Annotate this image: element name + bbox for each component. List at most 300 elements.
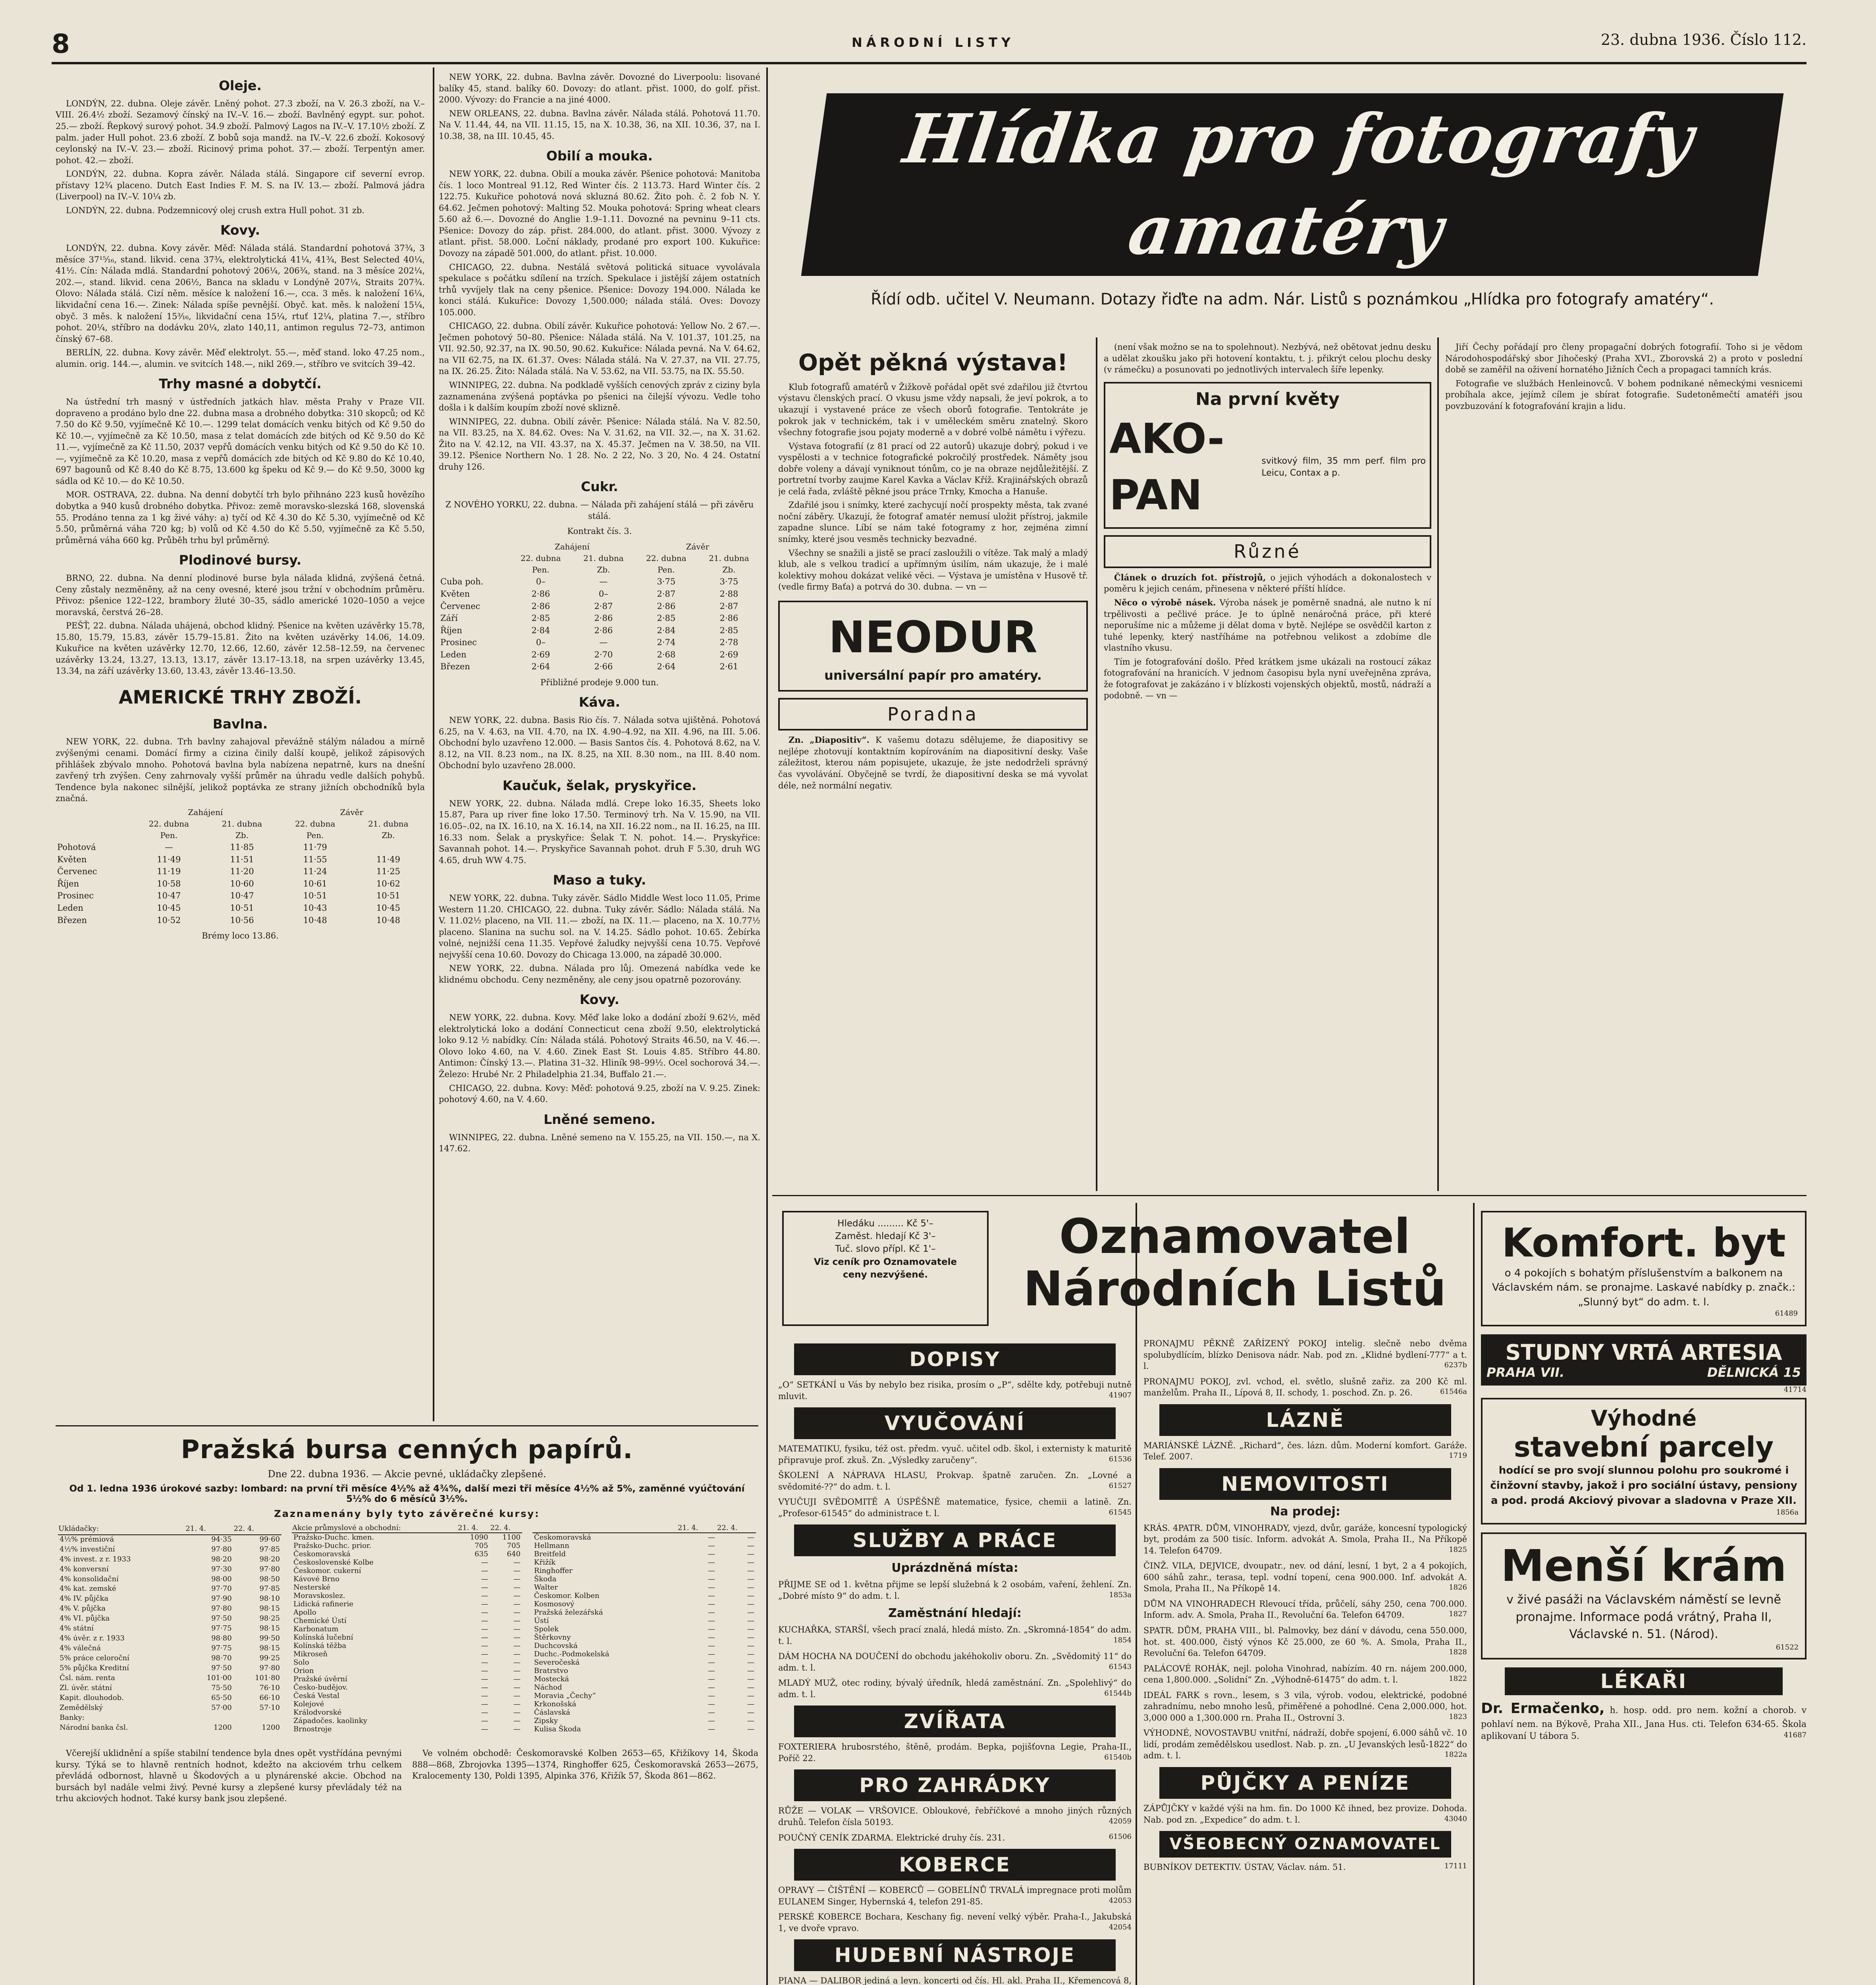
rate-value: 98·15 xyxy=(259,1644,280,1653)
rate-value: — xyxy=(513,1708,521,1717)
column-rule xyxy=(1096,337,1097,1191)
header-rule xyxy=(52,62,1807,64)
rate-value: 97·80 xyxy=(211,1604,232,1613)
table-header xyxy=(439,553,509,564)
page-number: 8 xyxy=(52,29,70,59)
ako-pan-line1: Na první květy xyxy=(1195,389,1340,409)
classified-ad: ŠKOLENÍ A NÁPRAVA HLASU, Prokvap. špatně zaručen. Zn. „Lovné a svědomité-??“ do adm. t. l. 61527 xyxy=(778,1470,1132,1492)
table-header: Zahájení xyxy=(188,807,223,817)
rate-value: 98·80 xyxy=(211,1634,232,1643)
security-name: 4% kat. zemské xyxy=(60,1584,116,1593)
security-name: Náchod xyxy=(534,1683,562,1692)
rate-row xyxy=(292,1658,522,1667)
classified-ad: KRÁS. 4PATR. DŮM, VINOHRADY, vjezd, dvůr, garáže, koncesní typologický byt, prodám za 500 tisíc. Inform. advokát A. Smola, Praha II., Na Příkopě 14. Telefon 64709. 1825 xyxy=(1143,1523,1467,1555)
classified-ad: DŮM NA VINOHRADECH Rlevoucí třída, průčelí, sáhy 250, cena 700.000. Inform. adv. A. Smola, Praha II., Revoluční 6a. Telefon 64709. 1827 xyxy=(1143,1599,1467,1620)
rate-value: 97·75 xyxy=(211,1624,232,1633)
news-paragraph xyxy=(1104,597,1431,654)
rate-value: — xyxy=(747,1717,754,1725)
rate-row xyxy=(58,1555,281,1565)
rate-value: — xyxy=(481,1683,488,1692)
classified-ad: ZÁPŮJČKY v každé výši na hm. fin. Do 1000 Kč ihned, bez provize. Dohoda. Nab. pod zn. „Expedice“ do adm. t. l. 43040 xyxy=(1143,1804,1467,1825)
cotton-table xyxy=(56,807,425,926)
table-header xyxy=(439,564,509,576)
table-row: Květen 11·49 11·51 11·55 11·49 xyxy=(57,854,400,864)
rate-row xyxy=(58,1684,281,1694)
news-paragraph: WINNIPEG, 22. dubna. Obilí závěr. Pšenice: Nálada stálá. Na V. 82.50, na VII. 83.25, na X. 84.62. Oves: Na V. 31.62, na VII. 32.—, na X. 31.62. Žito na V. 42.12, na VII. 43.37, na X. 45.37. Ječmen na V. 38.50, na VII. 39.12. Pšenice Northern No. 1 28. No. 2 22, No. 3 20, No. 4 24. Ostatní druhy 126. xyxy=(439,416,760,472)
security-name: Křižík xyxy=(534,1558,555,1567)
rate-value: — xyxy=(513,1642,521,1650)
masthead: NÁRODNÍ LISTY xyxy=(851,35,1015,50)
column-rule xyxy=(766,67,768,1985)
rate-value: 98·50 xyxy=(259,1575,280,1583)
classified-category: PŮJČKY A PENÍZE xyxy=(1159,1767,1451,1799)
security-name: Spolek xyxy=(534,1625,559,1633)
classified-category: HUDEBNÍ NÁSTROJE xyxy=(794,1939,1116,1971)
rate-row xyxy=(532,1600,756,1608)
photo-banner xyxy=(778,69,1807,308)
rate-row xyxy=(532,1683,756,1692)
kram-ad xyxy=(1481,1532,1807,1659)
security-name: Lidická rafinerie xyxy=(293,1600,353,1608)
rate-value: — xyxy=(481,1667,488,1675)
news-paragraph: Na ústřední trh masný v ústředních jatkách hlav. města Prahy v Praze VII. dopraveno a prodáno bylo dne 22. dubna masa a drobného dobytka: 310 skopců; od Kč 7.50 do Kč 9.50, vyjímečně Kč 10.—. 1299 telat domácích venku bitých od Kč 9.50 do Kč 10.—, vyjímečně za Kč 10.50, masa z telat domácích zde bitých od Kč 9.50 do Kč 11.—, vyjímečně za Kč 11.50, 2037 vepřů domácích venku bitých od Kč 9.50 do Kč 10.—, vyjímečně za Kč 10.20, masa z vepřů domácích zde bitých od Kč 9.80 do Kč 10.40, 697 bagounů od Kč 8.40 do Kč 8.75, 13.600 kg špeku od Kč 9.— do Kč 9.50, 3000 kg sádla od Kč 10.— do Kč 10.50. xyxy=(56,397,425,486)
rate-value: — xyxy=(481,1567,488,1575)
security-name: Pražské úvěrní xyxy=(293,1675,347,1683)
table-header: Zb. xyxy=(597,565,610,575)
rate-row xyxy=(532,1625,756,1633)
classified-category: VŠEOBECNÝ OZNAMOVATEL xyxy=(1159,1831,1451,1857)
rate-row xyxy=(532,1608,756,1617)
rate-value: 97·70 xyxy=(211,1584,232,1593)
kram-title: Menší krám xyxy=(1500,1540,1787,1592)
table-header xyxy=(439,541,509,553)
section-heading-kaucuk: Kaučuk, šelak, pryskyřice. xyxy=(502,777,697,793)
rate-value: — xyxy=(708,1550,715,1558)
news-paragraph: BERLÍN, 22. dubna. Kovy závěr. Měď elektrolyt. 55.—, měď stand. loko 47.25 nom., alumin. orig. 144.—, alumin. ve svitcích 148.—, nikl 269.—, stříbro ve svitcích 39–42. xyxy=(56,348,425,369)
table-row: Cuba poh. 0– — 3·75 3·75 xyxy=(440,577,738,587)
security-name: Mostecká xyxy=(534,1675,569,1683)
rate-row xyxy=(292,1592,522,1600)
rate-value: — xyxy=(747,1542,754,1550)
classified-ad: VÝHODNÉ, NOVOSTAVBU vnitřní, nádraží, dobře spojení, 6.000 sáhů vč. 10 lidí, prodám zemědělskou usedlost. Nab. p. zn. „U Jevanských lesů-1822“ do adm. t. l. 1822a xyxy=(1143,1728,1467,1761)
rate-value: 97·80 xyxy=(211,1545,232,1553)
paragraph-lead: Něco o výrobě násek. xyxy=(1114,597,1216,607)
rate-value: 98·00 xyxy=(211,1575,232,1583)
table-header: Zahájení xyxy=(554,542,590,551)
price-line: Hledáku ......... Kč 5'– xyxy=(837,1218,933,1229)
security-name: Banky: xyxy=(60,1713,85,1722)
classifieds-column-1 xyxy=(778,1338,1132,1985)
rate-row xyxy=(58,1654,281,1664)
neodur-ad xyxy=(778,601,1088,692)
rate-value: — xyxy=(747,1550,754,1558)
security-name: Kávové Brno xyxy=(293,1575,339,1583)
rate-row xyxy=(532,1700,756,1708)
rate-value: 101·00 xyxy=(206,1674,232,1682)
rate-value: 98·25 xyxy=(259,1614,280,1623)
rate-value: — xyxy=(747,1575,754,1583)
sugar-subtitle: Z NOVÉHO YORKU, 22. dubna. — Nálada při zahájení stálá — při závěru stálá. xyxy=(445,500,754,521)
rate-row xyxy=(292,1542,522,1550)
classified-category: VYUČOVÁNÍ xyxy=(794,1407,1116,1439)
rate-value: — xyxy=(481,1708,488,1717)
rate-value: 76·10 xyxy=(259,1684,280,1692)
classified-ad: SPATR. DŮM, PRAHA VIII., bl. Palmovky, bez dání v dávodu, cena 550.000, hot. st. 400.000, čistý výnos Kč 25.000, ze 60 %. A. Smola, Praha II., Revoluční 6a. Telefon 64709. 1828 xyxy=(1143,1626,1467,1658)
section-heading-trhy: Trhy masné a dobytčí. xyxy=(159,376,322,392)
security-name: Škoda xyxy=(534,1575,557,1583)
classified-subcategory: Uprázdněná místa: xyxy=(891,1561,1018,1575)
rate-value: — xyxy=(513,1675,521,1683)
security-name: Československé Kolbe xyxy=(293,1558,374,1567)
rate-value: — xyxy=(747,1558,754,1567)
rate-value: 98·70 xyxy=(211,1654,232,1663)
rate-row xyxy=(292,1600,522,1608)
rate-row xyxy=(292,1692,522,1700)
rate-value: — xyxy=(708,1717,715,1725)
rate-row xyxy=(292,1575,522,1583)
table-header: Pen. xyxy=(532,565,549,575)
komfort-title: Komfort. byt xyxy=(1502,1220,1786,1266)
classified-category: SLUŽBY A PRÁCE xyxy=(794,1524,1116,1556)
security-name: Českomoravská xyxy=(534,1533,591,1542)
security-name: Kolejové xyxy=(293,1700,324,1708)
classified-ad: PRONAJMU POKOJ, zvl. vchod, el. světlo, slušně zařiz. za 200 Kč ml. manželům. Praha II., Lípová 8, II. schody, 1. poschod. Zn. p. 26. 61546a xyxy=(1143,1376,1467,1398)
news-paragraph: CHICAGO, 22. dubna. Kovy: Měď: pohotová 9.25, zboží na V. 9.25. Zinek: pohotový 4.60, na V. 4.60. xyxy=(439,1083,760,1104)
table-header: 22. dubna xyxy=(148,819,189,829)
rate-value: — xyxy=(481,1700,488,1708)
table-header: Zb. xyxy=(722,565,736,575)
rate-value: — xyxy=(708,1608,715,1617)
news-paragraph: NEW ORLEANS, 22. dubna. Bavlna závěr. Nálada stálá. Pohotová 11.70. Na V. 11.44, 44, na VII. 11.15, 15, na X. 10.38, 36, na XII. 10.36, 37, na I. 10.38, 38, na III. 10.45, 45. xyxy=(439,108,760,141)
rate-value: 99·25 xyxy=(259,1654,280,1663)
rate-value: — xyxy=(481,1592,488,1600)
rate-value xyxy=(233,1713,281,1723)
rate-value: — xyxy=(481,1625,488,1633)
rate-value: — xyxy=(513,1617,521,1625)
paragraph-body: Výroba násek je poměrně snadná, ale nutno k ní trpělivosti a pečlivé práce. Je to úplně nenáročná práce, při které neporušíme nic a můžeme ji dělat doma v bytě. Nejlépe se osvědčil karton z tuhé lepenky, který nastříháme na potřebnou velikost a zdobíme dle vlastního vkusu. xyxy=(1104,597,1431,653)
rate-row xyxy=(292,1700,522,1708)
security-name: Kosmosový xyxy=(534,1600,575,1608)
rate-value: — xyxy=(747,1725,754,1733)
news-paragraph: NEW YORK, 22. dubna. Kovy. Měď lake loko a dodání zboží 9.62½, měď elektrolytická loko a dodání Connecticut cena zboží 9.50, elektrolytická loko 9.12 ½ nabídky. Cín: Nálada stálá. Pohotový Straits 46.50, na V. 46.—. Olovo loko 4.60, na V. 4.60. Zinek East St. Louis 4.85. Stříbro 44.80. Antimon: Čínský 13.—. Platina 31–32. Hliník 98–99½. Ocel sochorová 34.—. Železo: Hrubé Nr. 2 Philadelphia 21.34, Buffalo 21.—. xyxy=(439,1013,760,1079)
rate-row xyxy=(532,1583,756,1592)
classified-category: DOPISY xyxy=(794,1343,1116,1375)
security-name: 4% IV. půjčka xyxy=(60,1594,109,1603)
sugar-contract: Kontrakt čís. 3. xyxy=(567,526,632,536)
rate-row xyxy=(58,1644,281,1654)
rate-value: 99·50 xyxy=(259,1634,280,1643)
news-paragraph xyxy=(1104,572,1431,595)
rate-row xyxy=(292,1567,522,1575)
rate-value: — xyxy=(747,1583,754,1592)
neodur-title: NEODUR xyxy=(828,611,1038,663)
news-paragraph: WINNIPEG, 22. dubna. Na podkladě vyšších cenových zpráv z ciziny byla zaznamenána zvýšená poptávka po pšenici na čilejší vývozu. Vedle toho došla i k dalším koupím zboží nové sklizně. xyxy=(439,380,760,413)
section-heading-americke: AMERICKÉ TRHY ZBOŽÍ. xyxy=(118,686,362,708)
classified-ad: DÁM HOCHA NA DOUČENÍ do obchodu jakéhokoliv oboru. Zn. „Svědomitý 11“ do adm. t. l. 61543 xyxy=(778,1652,1132,1673)
rate-value: 99·60 xyxy=(259,1535,280,1544)
rate-value: 98·10 xyxy=(259,1594,280,1603)
rate-value: — xyxy=(513,1600,521,1608)
table-header: 21. dubna xyxy=(368,819,409,829)
table-row: Říjen 10·58 10·60 10·61 10·62 xyxy=(57,879,400,888)
classified-ad: FOXTERIERA hrubosrstého, štěně, prodám. Bepka, pojišťovna Legie, Praha-II., Poříč 22. 61540b xyxy=(778,1742,1132,1763)
section-heading-oleje: Oleje. xyxy=(219,78,262,93)
rate-value: — xyxy=(708,1642,715,1650)
column-rule xyxy=(1136,1203,1137,1985)
security-name: Čáslavská xyxy=(534,1708,571,1717)
rate-row xyxy=(532,1642,756,1650)
rate-value: — xyxy=(513,1692,521,1700)
rate-value: 705 xyxy=(474,1542,488,1550)
security-name: Králodvorské xyxy=(293,1708,342,1717)
rate-value: 635 xyxy=(474,1550,488,1558)
news-paragraph: Výstava fotografií (z 81 prací od 22 autorů) ukazuje dobrý, pokud i ve vyspělosti a v technice fotografické pokročilý prostředek. Náměty jsou dobře voleny a dávají vyniknout tónům, co je na obraze nejdůležitější. Z portretní tvorby zaujme Karel Kavka a Václav Kříž. Krajinářských obrazů je celá řada, zvláště pěkné jsou práce Trnky, Kmocha a Hanuše. xyxy=(778,441,1088,496)
security-name: Nesterské xyxy=(293,1583,330,1592)
news-paragraph: NEW YORK, 22. dubna. Tuky závěr. Sádlo Middle West loco 11.05, Prime Western 11.20. CHICAGO, 22. dubna. Tuky závěr. Sádlo: Nálada stálá. Na V. 11.02½ placeno, na VII. 11.— zboží, na IX. 11.— placeno, na X. 10.77½ placeno. Slanina na suchu sol. na V. 14.25. Sádlo pohot. 10.65. Žebírka volné, nejnižší cena 11.35. Vepřové žaludky nejvyšší cena 10.75. Vepřové nejvyšší cena 10.60. Dovozy do Chicaga 13.000, na západě 30.000. xyxy=(439,893,760,960)
reader-answer: K vašemu dotazu sdělujeme, že diapositivy se nejlépe zhotovují kontaktním kopírováním na diapositivní desky. Vaše záležitost, kterou nám popisujete, ukazuje, že jste nedodrželi správný čas vyvolávání. Obyčejně se tvrdí, že diapositivní deska se má vyvolat déle, než normální negativ. xyxy=(778,735,1088,790)
news-paragraph: NEW YORK, 22. dubna. Bavlna závěr. Dovozné do Liverpoolu: lisované balíky 45, stand. balíky 60. Dovozy: do atlant. přist. 1000, do golf. přist. 2000. Vývozy: do Francie a na jiné 4000. xyxy=(439,72,760,105)
rate-value: 65·50 xyxy=(211,1693,232,1702)
rate-value: — xyxy=(481,1617,488,1625)
security-name: Česko-budějov. xyxy=(293,1683,348,1692)
rate-row xyxy=(532,1717,756,1725)
stock-exchange-title: Pražská bursa cenných papírů. xyxy=(181,1435,633,1465)
studny-line1: STUDNY VRTÁ ARTESIA xyxy=(1505,1340,1782,1365)
display-ads-column xyxy=(1481,1211,1807,1985)
rate-value: 98·20 xyxy=(211,1555,232,1563)
table-row: Říjen 2·84 2·86 2·84 2·85 xyxy=(440,625,738,635)
rate-value: — xyxy=(708,1658,715,1667)
security-name: Zl. úvěr. státní xyxy=(60,1684,112,1692)
security-name: Krkonošská xyxy=(534,1700,576,1708)
table-row: Prosinec 0– — 2·74 2·78 xyxy=(440,638,738,648)
rate-value: 57·00 xyxy=(211,1703,232,1712)
rate-value: — xyxy=(481,1575,488,1583)
price-line: Viz ceník pro Oznamovatele xyxy=(814,1257,957,1267)
rate-row xyxy=(58,1594,281,1604)
komfort-ad xyxy=(1481,1211,1807,1326)
security-name: Moravskoslez. xyxy=(293,1592,345,1600)
news-paragraph: LONDÝN, 22. dubna. Oleje závěr. Lněný pohot. 27.3 zboží, na V. 26.3 zboží, na V.–VIII. 26.4½ zboží. Sezamový čínský na IV.–V. 16.— zboží. Bavlněný egypt. sur. pohot. 25.— zboží. Řepkový surový pohot. 34.9 zboží. Palmový Lagos na IV.–V. 17.10½ zboží. Z palm. jader Hull pohot. 23.6 zboží. Z bobů soja mandž. na IV.–V. 22.6 zboží. Kokosový ceylonský na IV.–V. 23.— zboží. Ricinový prima pohot. 37.— zboží. Terpentýn amer. pohot. 42.— zboží. xyxy=(56,98,425,165)
rate-row xyxy=(532,1533,756,1542)
rate-value: — xyxy=(481,1608,488,1617)
security-name: Ústí xyxy=(534,1617,549,1625)
issue-date: 23. dubna 1936. Číslo 112. xyxy=(1600,31,1807,48)
security-name: 4% V. půjčka xyxy=(60,1604,106,1613)
rate-row xyxy=(58,1664,281,1674)
rate-row xyxy=(532,1558,756,1567)
stock-exchange-section xyxy=(56,1425,758,1985)
news-paragraph: Tím je fotografování došlo. Před krátkem jsme ukázali na rostoucí zákaz fotografování na hranicích. V jednom časopisu byla nyní uveřejněna zpráva, že fotografovat je zakázáno i v blízkosti vojenských objektů, mostů, nádraží a podobně. — vn — xyxy=(1104,657,1431,701)
rate-row xyxy=(292,1683,522,1692)
classified-ad: Dr. Ermačenko, h. hosp. odd. pro nem. kožní a chorob. v pohlaví nem. na Býkově, Praha XII., Jana Hus. cti. Telefon 634-65. Škola aplikovaní U tábora 5. 41687 xyxy=(1481,1700,1807,1741)
classified-category: NEMOVITOSTI xyxy=(1159,1468,1451,1500)
rate-row xyxy=(532,1592,756,1600)
rate-row xyxy=(532,1633,756,1642)
poradna-heading: Poradna xyxy=(778,698,1088,731)
security-name: Mikroseň xyxy=(293,1650,328,1658)
security-name: Solo xyxy=(293,1658,309,1667)
classified-masthead: Oznamovatel Národních Listů xyxy=(1023,1209,1446,1317)
news-paragraph xyxy=(778,734,1088,791)
rate-value xyxy=(185,1713,233,1723)
rate-value: 1100 xyxy=(502,1533,521,1542)
rate-row xyxy=(532,1575,756,1583)
stock-exchange-subtitle: Dne 22. dubna 1936. — Akcie pevné, ukládačky zlepšené. xyxy=(268,1469,546,1480)
rate-value: — xyxy=(747,1650,754,1658)
table-header: 21. dubna xyxy=(583,553,624,563)
rate-row xyxy=(292,1650,522,1658)
rate-value: — xyxy=(747,1642,754,1650)
news-paragraph: BRNO, 22. dubna. Na denní plodinové burse byla nálada klidná, zvýšená četná. Ceny zůstaly nezměněny, až na ceny ovesné, které jsou tržní v obchodním průměru. Přivoz: pšenice 122–122, brambory žluté 30–35, sádlo americké 1020–1050 a vejce moravská, čerstvá 26–28. xyxy=(56,573,425,617)
security-name: Moravia „Čechy“ xyxy=(534,1692,596,1700)
table-header: 22. dubna xyxy=(646,553,686,563)
rate-row xyxy=(292,1558,522,1567)
table-header: Závěr xyxy=(340,807,364,817)
rate-value: 97·85 xyxy=(259,1584,280,1593)
rate-value: — xyxy=(481,1717,488,1725)
security-name: 5% práce celoroční xyxy=(60,1654,129,1663)
rate-row xyxy=(532,1542,756,1550)
classified-subcategory: Na prodej: xyxy=(1270,1504,1340,1519)
security-name: Ringhoffer xyxy=(534,1567,573,1575)
security-name: Čsl. nám. renta xyxy=(60,1674,115,1682)
news-paragraph: Ve volném obchodě: Českomoravské Kolben 2653—65, Křižíkovy 14, Škoda 888—868, Zbrojovka 1395—1374, Ringhoffer 625, Českomoravská 2653—2675, Kralocementy 130, Poldi 1395, Alpinka 376, Křižík 57, Škoda 861—862. xyxy=(412,1748,758,1781)
classified-ad: PŘIJME SE od 1. května přijme se lepší služebná k 2 osobám, vaření, žehlení. Zn. „Dobré místo 9“ do adm. t. l. 1853a xyxy=(778,1580,1132,1601)
photo-banner-subtitle: Řídí odb. učitel V. Neumann. Dotazy řiďte na adm. Nár. Listů s poznámkou „Hlídka pro fotografy amatéry“. xyxy=(871,290,1714,308)
table-header: Zb. xyxy=(382,831,395,840)
security-name: 4% konsolidační xyxy=(60,1575,119,1583)
news-paragraph: Fotografie ve službách Henleinovců. V bohem podnikané německými vesnicemi probíhala akce, jejímž cílem je sbírat fotografie. Sudetoněmečtí amatéři jsou povzbuzování k fotografování krajin a lidu. xyxy=(1445,378,1803,411)
rate-value: — xyxy=(708,1667,715,1675)
news-paragraph: Jiří Čechy pořádají pro členy propagační dobrých fotografií. Toho si je vědom Národohospodářský sbor Jihočeský (Praha XVI., Zborovská 2) a proto v poslední době se zaměřil na oživení hornatého Jižních Čech a propagaci tamních krás. xyxy=(1445,342,1803,375)
rate-value: — xyxy=(513,1625,521,1633)
table-header: Pen. xyxy=(160,831,178,840)
rate-value: — xyxy=(708,1725,715,1733)
classified-category: ZVÍŘATA xyxy=(794,1706,1116,1737)
table-row: Září 2·85 2·86 2·85 2·86 xyxy=(440,613,738,623)
section-heading-kovy: Kovy. xyxy=(220,222,260,238)
parcely-title2: stavební parcely xyxy=(1514,1431,1774,1464)
rate-value: — xyxy=(481,1642,488,1650)
rate-row xyxy=(292,1633,522,1642)
security-name: 4½% investiční xyxy=(60,1545,115,1553)
security-name: Hellmann xyxy=(534,1542,569,1550)
rate-row xyxy=(532,1550,756,1558)
news-paragraph: NEW YORK, 22. dubna. Nálada mdlá. Crepe loko 16.35, Sheets loko 15.87, Para up river fine loko 17.50. Terminový trh. Na V. 15.90, na VII. 16.05–.02, na IX. 16.10, na X. 16.14, na XII. 16.22 nom., na II. 16.25, na III. 16.33 nom. Šelak a pryskyřice: Šelak T. N. pohot. 14.—. Pryskyřice: Savannah pohot. 14.—. Pryskyřice Savannah pohot. druh F 5.30, druh WG 4.65, druh WW 4.75. xyxy=(439,798,760,865)
section-heading-kava: Káva. xyxy=(578,694,621,710)
price-line: ceny nezvýšené. xyxy=(843,1269,928,1280)
table-row: Prosinec 10·47 10·47 10·51 10·51 xyxy=(57,891,400,901)
rate-value: — xyxy=(747,1658,754,1667)
rate-row xyxy=(292,1642,522,1650)
rate-value: 57·10 xyxy=(259,1703,280,1712)
stock-exchange-commentary xyxy=(56,1748,758,1807)
rate-row xyxy=(292,1667,522,1675)
rate-value: — xyxy=(481,1558,488,1567)
rate-value: — xyxy=(708,1625,715,1633)
classified-category: LÉKAŘI xyxy=(1505,1667,1783,1695)
classified-ad: IDEÁL FARK s rovn., lesem, s 3 vila, výrob. vodou, elektrické, podobné zahradnímu, nebo mnoho lesů, přiměřené a pohodlné. Cena 2,000.000, hot. 3,000 000 a 1,300.000 rn. Praha II., Ostrovní 3. 1823 xyxy=(1143,1690,1467,1723)
rate-row xyxy=(58,1694,281,1704)
ad-number: 1856a xyxy=(1776,1508,1799,1517)
rates-tables xyxy=(56,1523,758,1733)
table-row: Březen 2·64 2·66 2·64 2·61 xyxy=(440,662,738,672)
rate-row xyxy=(58,1624,281,1634)
rate-value: — xyxy=(708,1583,715,1592)
parcely-title1: Výhodné xyxy=(1591,1406,1697,1431)
closing-rates-band: Zaznamenány byly tyto závěrečné kursy: xyxy=(274,1508,540,1519)
news-paragraph: LONDÝN, 22. dubna. Kopra závěr. Nálada stálá. Singapore cif severní evrop. přístavy 12¾ placeno. Dutch East Indies F. M. S. na IV. 13.— zboží. Palmová jádra (Liverpool) na IV.–V. 10¼ zb. xyxy=(56,169,425,202)
rate-value: 66·10 xyxy=(259,1693,280,1702)
table-header xyxy=(56,818,132,830)
rate-row xyxy=(532,1675,756,1683)
rate-value: — xyxy=(481,1650,488,1658)
security-name: Breitfeld xyxy=(534,1550,566,1558)
rate-row xyxy=(58,1614,281,1624)
classified-ad: VYUČUJI SVĚDOMITĚ A ÚSPĚŠNĚ matematice, fysice, chemii a latině. Zn. „Profesor-61545“ do administrace t. l. 61545 xyxy=(778,1497,1132,1518)
rate-value: 97·80 xyxy=(259,1664,280,1673)
rate-value: — xyxy=(481,1725,488,1733)
rate-value: — xyxy=(708,1558,715,1567)
ruzne-heading: Různé xyxy=(1104,535,1431,568)
rate-value: 1200 xyxy=(213,1723,232,1732)
rate-value: 98·15 xyxy=(259,1604,280,1613)
section-rule xyxy=(56,1425,758,1426)
rate-value: — xyxy=(481,1658,488,1667)
rate-value: — xyxy=(513,1700,521,1708)
security-name: Českomor. cukerní xyxy=(293,1567,361,1575)
rate-value: — xyxy=(481,1583,488,1592)
rate-value: — xyxy=(708,1575,715,1583)
classified-ad: PERSKÉ KOBERCE Bochara, Keschany fig. nevení velký výběr. Praha-I., Jakubská 1, ve dvoře vpravo. 42054 xyxy=(778,1912,1132,1933)
classified-ad: „O“ SETKÁNÍ u Vás by nebylo bez risika, prosím o „P“, sdělte kdy, potřebuji nutně mluvit. 41907 xyxy=(778,1380,1132,1401)
table-header: 22. dubna xyxy=(295,819,335,829)
rate-value: — xyxy=(747,1625,754,1633)
news-paragraph: NEW YORK, 22. dubna. Trh bavlny zahajoval převážně stálým náladou a mírně zvýšenými cenami. Domácí firmy a cizina činily další koupě, jelikož zápisových přihlášek zbývalo mnoho. Pohotová bavlna byla nabízena nepatrně, kurs na dnešní zavřený trh zvýšen. Ceny zahrnovaly vyšší průměr na úhradu vedle dalších pohybů. Tendence byla nakonec silnější, jelikož poptávka ze strany jižních obchodníků byla značná. xyxy=(56,737,425,804)
security-name: Bratrstvo xyxy=(534,1667,568,1675)
news-paragraph: PEŠŤ, 22. dubna. Nálada uhájená, obchod klidný. Pšenice na květen uzávěrky 15.78, 15.80, 15.79, 15.83, závěr 15.79–15.81. Žito na květen uzávěrky 14.06, 14.09. Kukuřice na květen uzávěrky 12.70, 12.66, 12.60, závěr 12.58–12.59, na červenec uzávěrky 13.24, 13.27, 13.13, 13.17, závěr 13.17–13.18, na srpen uzávěrky 13.45, 13.34, na září uzávěrky 13.60, 13.43, závěr 13.46–13.50. xyxy=(56,621,425,676)
rate-row xyxy=(292,1708,522,1717)
section-heading-bavlna: Bavlna. xyxy=(212,716,268,732)
rate-row xyxy=(58,1545,281,1555)
news-paragraph: Včerejší uklidnění a spíše stabilní tendence byla dnes opět vystřídána pevnými kursy. Týká se to hlavně rentních hodnot, kdežto na akciovém trhu celkem převládá odbornost, hlavně u Škodových a u plynárenské akcie. Obchod na bursách byl nadále velmi živý. Pevné kursy a zlepšené kursy převládaly též na trhu akciových hodnot. Také kursy bank jsou zlepšené. xyxy=(56,1748,402,1804)
rate-row xyxy=(58,1535,281,1545)
security-name: Severočeská xyxy=(534,1658,580,1667)
sugar-table xyxy=(439,541,760,673)
section-heading-kovy: Kovy. xyxy=(579,992,620,1008)
photo-article-middle xyxy=(1104,341,1431,1191)
rate-value: — xyxy=(513,1667,521,1675)
security-name: Českomor. Kolben xyxy=(534,1592,600,1600)
rate-value: — xyxy=(708,1692,715,1700)
rate-value: — xyxy=(747,1617,754,1625)
rates-table-industrial: Akcie průmyslové a obchodní: 21. 4. 22. 4. Pražsko-Duchc. kmen. 1090 1100 Pražsko-Duchc. prior. 705 705 Českomoravská 635 640 Československé Kolbe — — Českomor. cukerní — — Kávové Brno — — Nesterské — — Moravskoslez. — — Lidická rafinerie — — Apollo — — Chemické Ústí — — Karbonatum — — Kolínská lučební — — Kolínská těžba — — Mikroseň — — Solo — — Orion — — Pražské úvěrní — — Česko-budějov. — — Česká Vestal — — Kolejové — — Králodvorské — — Západočes. kaolinky — — Brnostroje — — xyxy=(292,1523,522,1733)
rate-value: — xyxy=(513,1558,521,1567)
rate-row xyxy=(58,1713,281,1723)
article-title: Opět pěkná výstava! xyxy=(798,349,1068,376)
classifieds-column-2 xyxy=(1143,1338,1467,1985)
classified-ad: MLADÝ MUŽ, otec rodiny, bývalý úředník, hledá zaměstnání. Zn. „Spolehlivý“ do adm. t. l. 61544b xyxy=(778,1678,1132,1699)
news-paragraph: Všechny se snažili a jistě se prací zasloužili o vítěze. Tak malý a mladý klub, ale s velkou tradicí a upřímným úsilím, nám ukazuje, že i malé kolektivy mohou dokázat veliké věci. — Výstava je umístěna v Husově tř. (vedle firmy Baťa) a potrvá do 30. dubna. — vn — xyxy=(778,548,1088,592)
rate-value: — xyxy=(708,1708,715,1717)
rate-value: — xyxy=(708,1567,715,1575)
security-name: Pražsko-Duchc. kmen. xyxy=(293,1533,374,1542)
rate-value: 94·35 xyxy=(211,1535,232,1544)
rate-row xyxy=(532,1692,756,1700)
classified-ad: MARIÁNSKÉ LÁZNĚ. „Richard“, čes. lázn. dům. Moderní komfort. Garáže. Telef. 2007. 1719 xyxy=(1143,1440,1467,1462)
security-name: Apollo xyxy=(293,1608,316,1617)
